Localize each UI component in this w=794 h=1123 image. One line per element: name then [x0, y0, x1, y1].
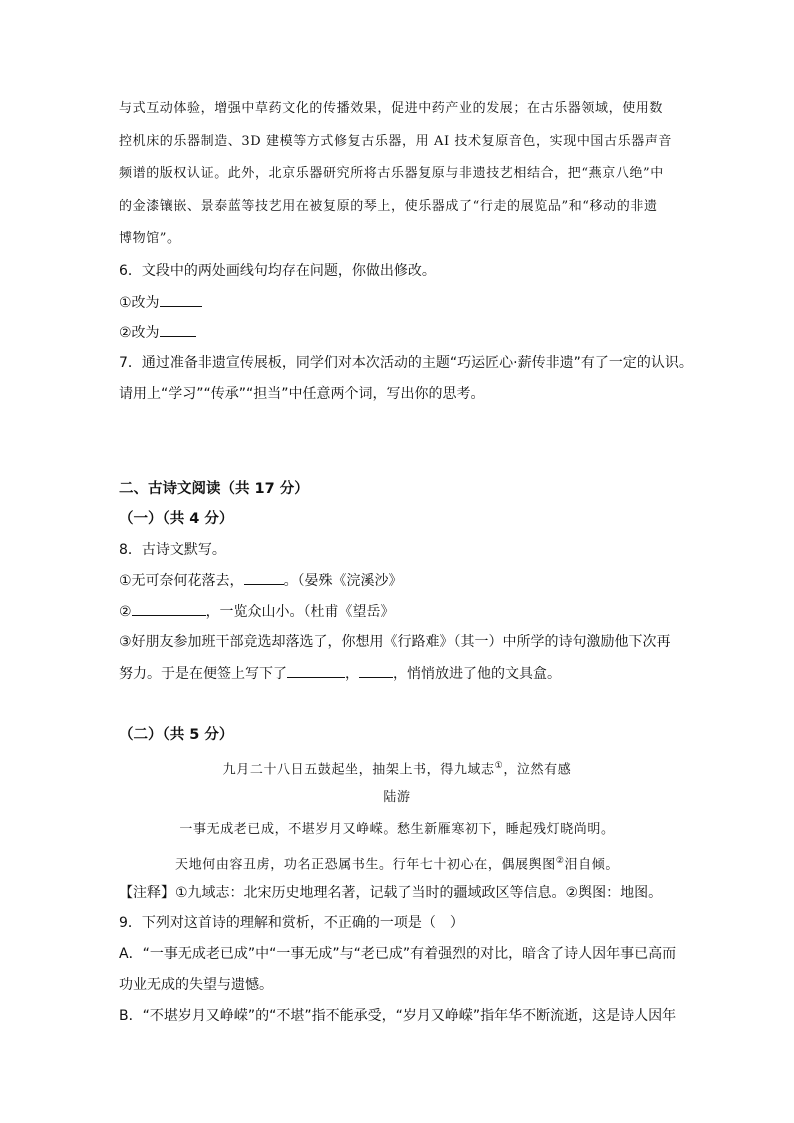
q6-item-2 [119, 322, 196, 343]
q9-stem: 9．下列对这首诗的理解和赏析，不正确的一项是（ ） [119, 915, 464, 931]
passage-line-4: 的金漆镶嵌、景泰蓝等技艺用在被复原的琴上，使乐器成了“行走的展览品”和“移动的非遗 [119, 199, 658, 214]
poem-verse-1: 一事无成老已成，不堪岁月又峥嵘。愁生新雁寒初下，睡起残灯晓尚明。 [179, 822, 615, 837]
answer-blank[interactable] [287, 663, 345, 678]
q8-item-3-line-2 [119, 663, 561, 684]
q8-item-2 [119, 601, 395, 622]
q8-item-1-suffix: 。（晏殊《浣溪沙》 [283, 573, 403, 589]
q8-stem: 8．古诗文默写。 [119, 542, 226, 558]
q8-item-3-suffix: ，悄悄放进了他的文具盒。 [393, 666, 561, 682]
q6-item-1-label: ①改为 [119, 295, 160, 311]
poem-verse-2 [0, 851, 794, 875]
q8-item-1 [119, 570, 403, 591]
answer-blank[interactable] [244, 570, 284, 585]
q9-option-b-line-1: B．“不堪岁月又峥嵘”的“不堪”指不能承受，“岁月又峥嵘”指年华不断流逝，这是诗人因年 [119, 1008, 677, 1024]
q8-item-1-prefix: ①无可奈何花落去， [119, 573, 244, 589]
answer-blank[interactable] [160, 292, 202, 307]
q8-item-3-mid: ， [345, 666, 359, 682]
q6-stem: 6．文段中的两处画线句均存在问题，你做出修改。 [119, 263, 436, 279]
passage-line-3: 频谱的版权认证。此外，北京乐器研究所将古乐器复原与非遗技艺相结合，把“燕京八绝”中 [119, 166, 664, 181]
q8-item-2-suffix: ，一览众山小。（杜甫《望岳》 [205, 604, 395, 620]
section-title: 二、古诗文阅读（共 17 分） [119, 481, 309, 497]
footnote-mark: ② [555, 856, 565, 866]
poem-author: 陆游 [383, 790, 411, 805]
poem-title-b: ，泣然有感 [503, 762, 572, 778]
poem-verse-2-b: 泪自倾。 [564, 857, 619, 873]
q6-item-2-label: ②改为 [119, 325, 160, 341]
q8-item-3-line-1: ③好朋友参加班干部竞选却落选了，你想用《行路难》（其一）中所学的诗句激励他下次再 [119, 634, 671, 650]
part-title: （一）（共 4 分） [119, 511, 234, 527]
poem-verse-2-a: 天地何由容丑虏，功名正恐属书生。行年七十初心在，偶展舆图 [175, 857, 556, 873]
footnote-mark: ① [494, 761, 504, 771]
passage-line-5: 博物馆”。 [119, 231, 181, 246]
answer-blank[interactable] [132, 601, 206, 616]
q9-option-a-line-2: 功业无成的失望与遗憾。 [119, 977, 273, 993]
passage-line-2: 控机床的乐器制造、3D 建模等方式修复古乐器，用 AI 技术复原音色，实现中国古乐器声音 [119, 134, 673, 149]
q8-item-2-prefix: ② [119, 604, 132, 620]
q6-item-1 [119, 292, 202, 313]
answer-blank[interactable] [160, 322, 196, 337]
passage-line-1: 与式互动体验，增强中草药文化的传播效果，促进中药产业的发展；在古乐器领域，使用数 [119, 101, 664, 116]
q7-line-1: 7．通过准备非遗宣传展板，同学们对本次活动的主题“巧运匠心·薪传非遗”有了一定的认识。 [119, 355, 693, 371]
q7-line-2: 请用上“学习”“传承”“担当”中任意两个词，写出你的思考。 [119, 386, 485, 402]
q9-option-a-line-1: A．“一事无成老已成”中“一事无成”与“老已成”有着强烈的对比，暗含了诗人因年事已高而 [119, 946, 677, 962]
q8-item-3-prefix: 努力。于是在便签上写下了 [119, 666, 287, 682]
poem-note: 【注释】①九域志：北宋历史地理名著，记载了当时的疆域政区等信息。②舆图：地图。 [119, 885, 663, 901]
answer-blank[interactable] [359, 663, 393, 678]
poem-title-a: 九月二十八日五鼓起坐，抽架上书，得九域志 [222, 762, 495, 778]
poem-title [0, 756, 794, 780]
part-title: （二）（共 5 分） [119, 727, 234, 743]
